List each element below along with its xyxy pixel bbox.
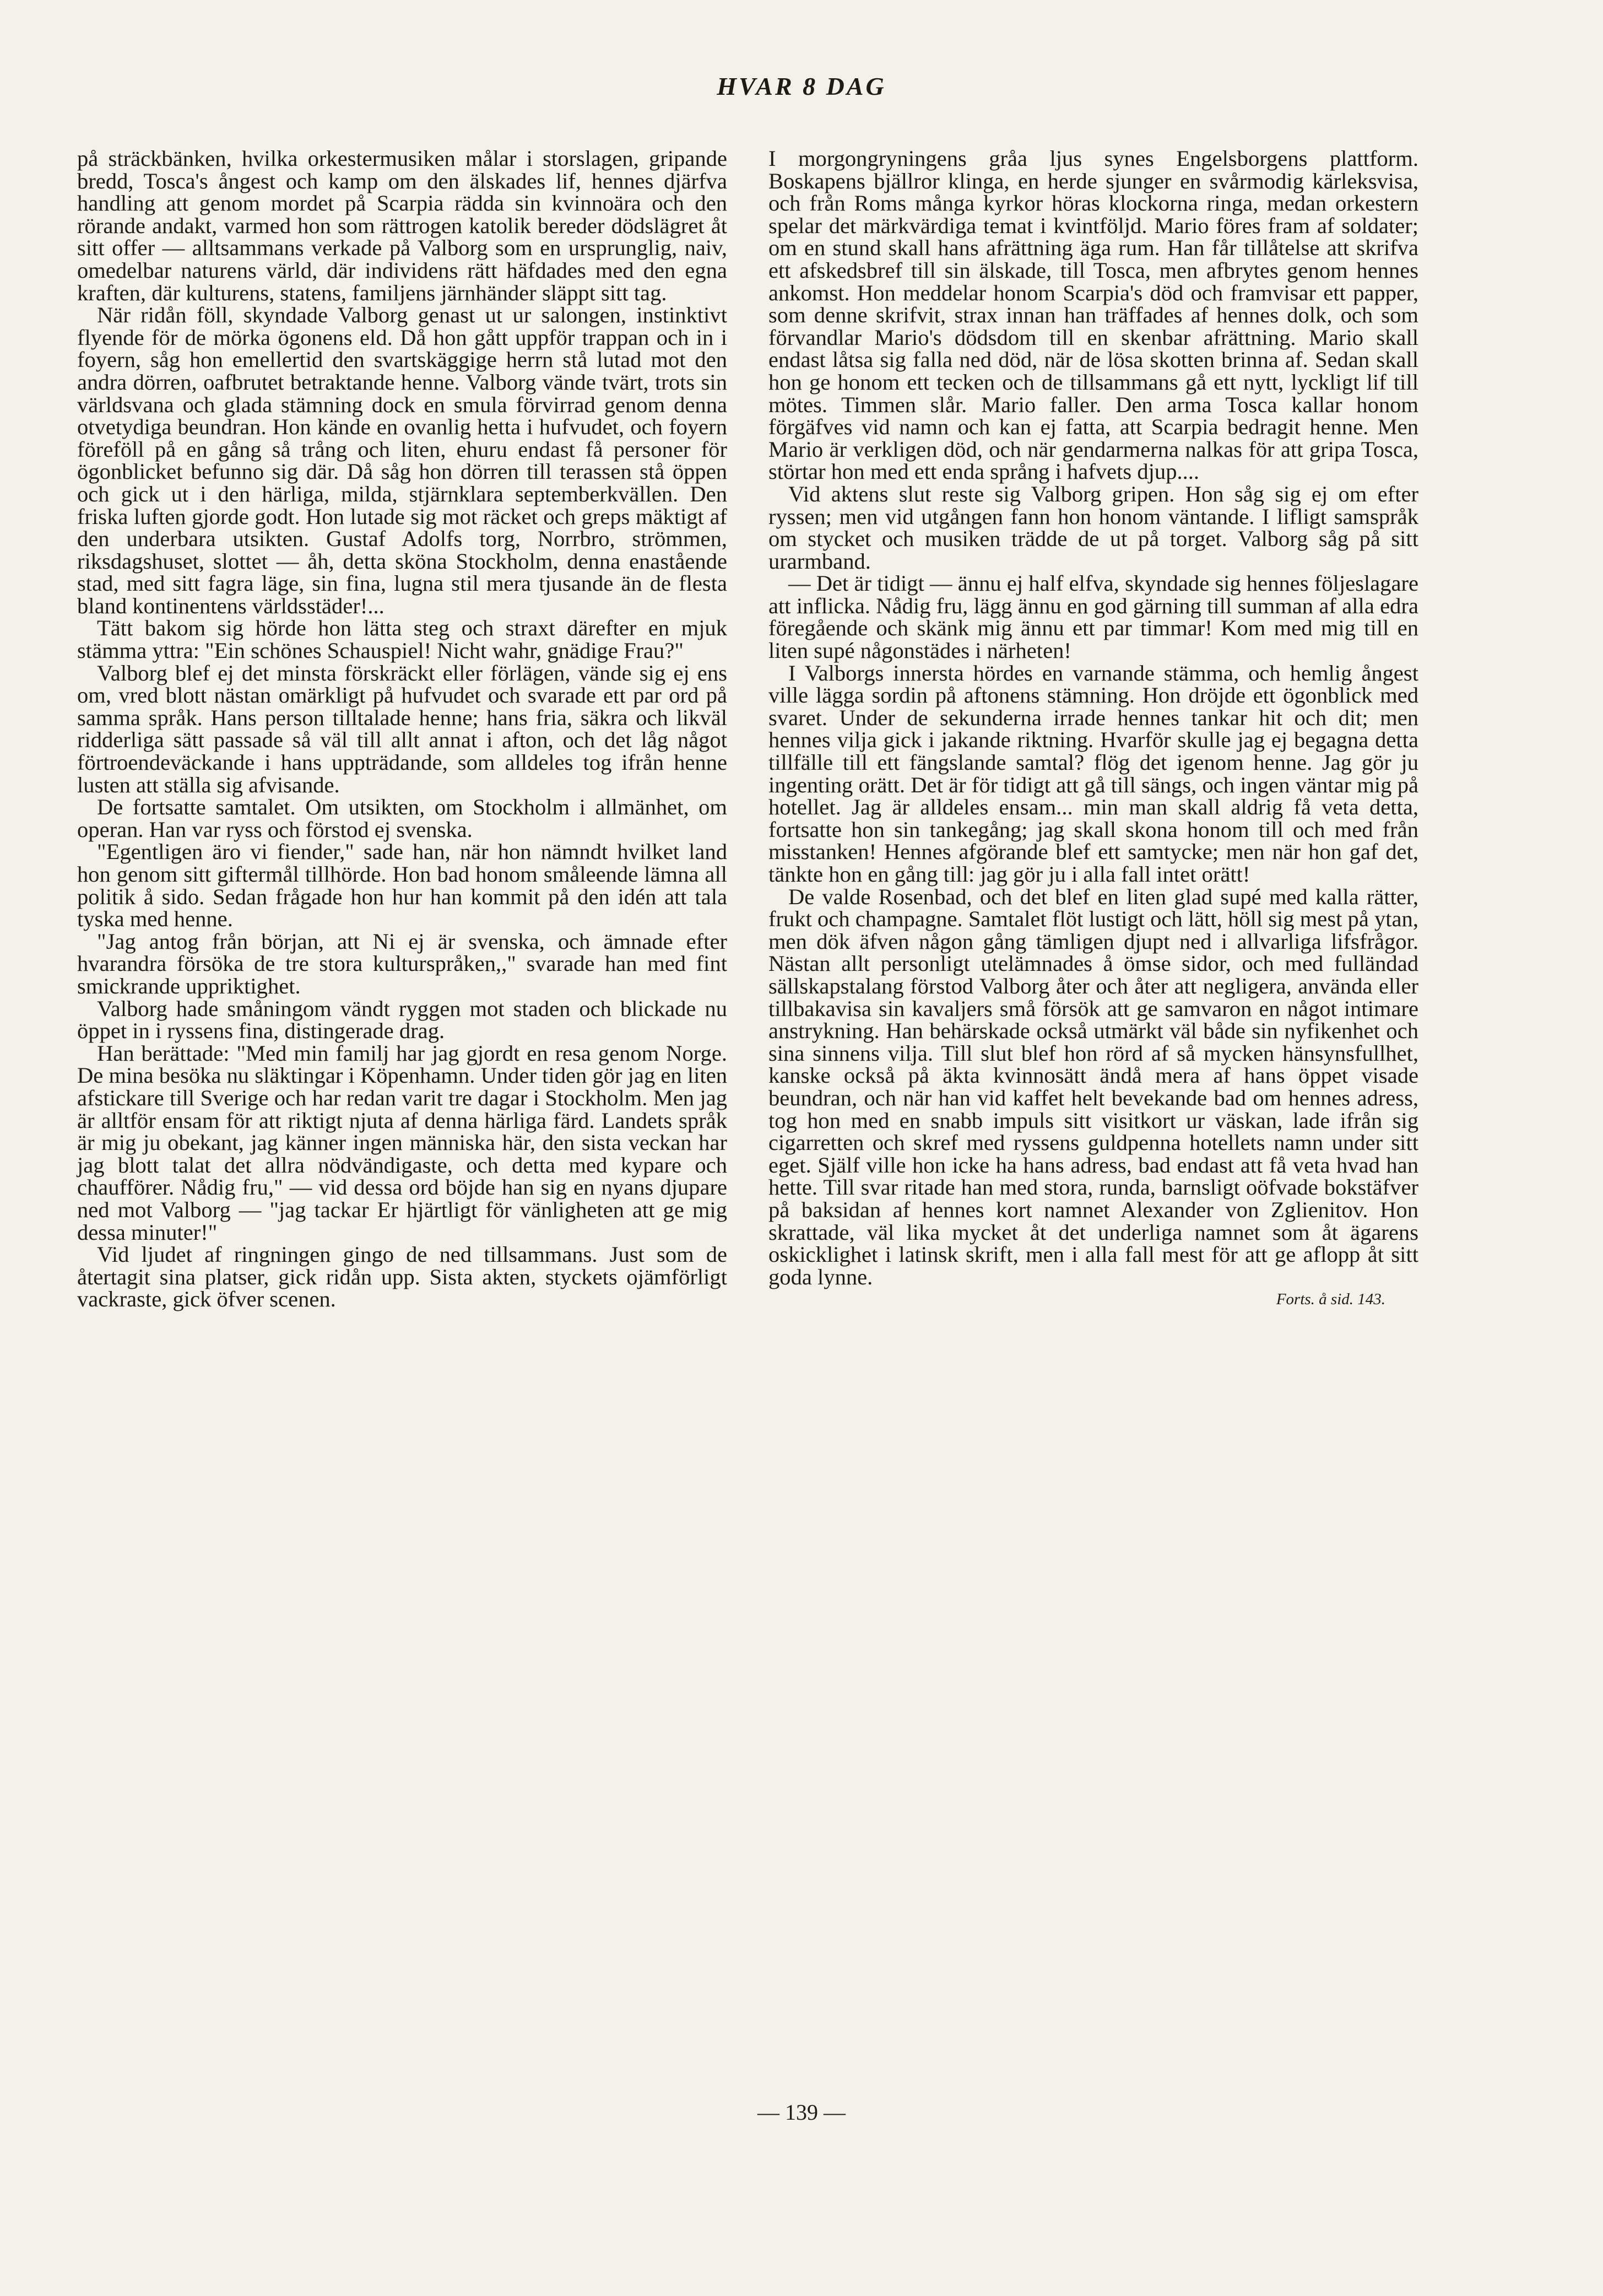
paragraph: Valborg hade småningom vändt ryggen mot staden och blickade nu öppet in i ryssens fina, distingerade drag. [77,996,727,1044]
page-number: — 139 — [757,2100,846,2125]
paragraph: Vid ljudet af ringningen gingo de ned tillsammans. Just som de återtagit sina platser, gick ridån upp. Sista akten, styckets ojämförligt vackraste, gick öfver scenen. [77,1242,727,1312]
paragraph: Valborg blef ej det minsta förskräckt eller förlägen, vände sig ej ens om, vred blott nästan omärkligt på hufvudet och svarade ett par ord på samma språk. Hans person tilltalade henne; hans fria, säkra och likväl ridderliga sätt passade så väl till allt annat i afton, och det låg något förtroendeväckande i hans uppträdande, som alldeles tog ifrån henne lusten att ställa sig afvisande. [77,660,727,797]
paragraph: "Egentligen äro vi fiender," sade han, när hon nämndt hvilket land hon genom sitt giftermål tillhörde. Hon bad honom småleende lämna all politik å sido. Sedan frågade hon hur han kommit på den idén att tala tyska med henne. [77,839,727,932]
paragraph: Vid aktens slut reste sig Valborg gripen. Hon såg sig ej om efter ryssen; men vid utgången fann hon honom väntande. I lifligt samspråk om stycket och musiken trädde de ut på torget. Valborg såg på sitt urarmband. [768,481,1418,574]
paragraph: på sträckbänken, hvilka orkestermusiken målar i storslagen, gripande bredd, Tosca's ångest och kamp om den älskades lif, hennes djärfva handling att genom mordet på Scarpia rädda sin kvinnoära och den rörande andakt, varmed hon som rättrogen katolik bereder dödslägret åt sitt offer — alltsammans verkade på Valborg som en ursprunglig, naiv, omedelbar naturens värld, där individens rätt häfdades med den egna kraften, där kulturens, statens, familjens järnhänder släppt sitt tag. [77,146,727,305]
paragraph: — Det är tidigt — ännu ej half elfva, skyndade sig hennes följeslagare att inflicka. Nådig fru, lägg ännu en god gärning till summan af alla edra föregående och skänk mig ännu ett par timmar! Kom med mig till en liten supé någonstädes i närheten! [768,571,1418,663]
paragraph: När ridån föll, skyndade Valborg genast ut ur salongen, instinktivt flyende för de mörka ögonens eld. Då hon gått uppför trappan och in i foyern, såg hon emellertid den svartskäggige herrn stå lutad mot den andra dörren, oafbrutet betraktande henne. Valborg vände tvärt, trots sin världsvana och glada stämning dock en smula förvirrad genom denna otvetydiga beundran. Hon kände en ovanlig hetta i hufvudet, och foyern föreföll på en gång så trång och liten, ehuru endast få personer för ögonblicket befunno sig där. Då såg hon dörren till terassen stå öppen och gick ut i den härliga, milda, stjärnklara septemberkvällen. Den friska luften gjorde godt. Hon lutade sig mot räcket och greps mäktigt af den underbara utsikten. Gustaf Adolfs torg, Norrbro, strömmen, riksdagshuset, slottet — åh, detta sköna Stockholm, denna enastående stad, med sitt fagra läge, sin fina, lugna stil mera tjusande än de flesta bland kontinentens världsstäder!... [77,302,727,618]
paragraph: "Jag antog från början, att Ni ej är svenska, och ämnade efter hvarandra försöka de tre stora kulturspråken,," svarade han med fint smickrande uppriktighet. [77,928,727,998]
continuation-note: Forts. å sid. 143. [1276,1290,1385,1309]
paragraph: Tätt bakom sig hörde hon lätta steg och straxt därefter en mjuk stämma yttra: "Ein schönes Schauspiel! Nicht wahr, gnädige Frau?" [77,615,727,663]
paragraph: Han berättade: "Med min familj har jag gjordt en resa genom Norge. De mina besöka nu släktingar i Köpenhamn. Under tiden gör jag en liten afstickare till Sverige och har redan varit tre dagar i Stockholm. Men jag är alltför ensam för att riktigt njuta af denna härliga färd. Landets språk är mig ju obekant, jag känner ingen människa här, den sista veckan har jag blott talat det allra nödvändigaste, och detta med kypare och chaufförer. Nådig fru," — vid dessa ord böjde han sig en nyans djupare ned mot Valborg — "jag tackar Er hjärtligt för vänligheten att ge mig dessa minuter!" [77,1040,727,1245]
right-column [768,148,1418,1308]
paragraph: De fortsatte samtalet. Om utsikten, om Stockholm i allmänhet, om operan. Han var ryss och förstod ej svenska. [77,795,727,842]
running-header: HVAR 8 DAG [717,72,886,100]
paragraph: I Valborgs innersta hördes en varnande stämma, och hemlig ångest ville lägga sordin på aftonens stämning. Hon dröjde ett ögonblick med svaret. Under de sekunderna irrade hennes tankar hit och dit; men hennes vilja gick i jakande riktning. Hvarför skulle jag ej begagna detta tillfälle till ett fängslande samtal? flög det igenom henne. Jag gör ju ingenting orätt. Det är för tidigt att gå till sängs, och ingen väntar mig på hotellet. Jag är alldeles ensam... min man skall aldrig få veta detta, fortsatte hon sin tankegång; jag skall skona honom till och med från misstanken! Hennes afgörande blef ett samtycke; men när hon gaf det, tänkte hon en gång till: jag gör ju i alla fall intet orätt! [768,660,1418,887]
left-column [77,148,727,1311]
paragraph: De valde Rosenbad, och det blef en liten glad supé med kalla rätter, frukt och champagne. Samtalet flöt lustigt och lätt, höll sig mest på ytan, men dök äfven någon gång tämligen djupt ned i allvarliga lifsfrågor. Nästan allt personligt utelämnades å ömse sidor, och med fulländad sällskapstalang förstod Valborg åter och åter att negligera, använda eller tillbakavisa sin kavaljers små försök att ge samvaron en något intimare anstrykning. Han behärskade också utmärkt väl både sin nyfikenhet och sina sinnens vilja. Till slut blef hon rörd af så mycken hänsynsfullhet, kanske också på äkta kvinnosätt ändå mera af hans öppet visade beundran, och när han vid kaffet helt bevekande bad om hennes adress, tog hon med en snabb impuls sitt visitkort ur väskan, lade ifrån sig cigarretten och skref med ryssens guldpenna hotellets namn under sitt eget. Själf ville hon icke ha hans adress, bad endast att få veta hvad han hette. Till svar ritade han med stora, runda, barnsligt oöfvade bokstäfver på baksidan af hennes kort namnet Alexander von Zglienitov. Hon skrattade, väl lika mycket åt det underliga namnet som åt ägarens oskicklighet i latinsk skrift, men i alla fall mest för att ge aflopp åt sitt goda lynne. [768,884,1418,1289]
paragraph: I morgongryningens gråa ljus synes Engelsborgens plattform. Boskapens bjällror klinga, en herde sjunger en svårmodig kärleksvisa, och från Roms många kyrkor höras klockorna ringa, medan orkestern spelar det märkvärdiga temat i kvintföljd. Mario föres fram af soldater; om en stund skall hans afrättning äga rum. Han får tillåtelse att skrifva ett afskedsbref till sin älskade, till Tosca, men afbrytes genom hennes ankomst. Hon meddelar honom Scarpia's död och framvisar ett papper, som denne skrifvit, strax innan han träffades af hennes dolk, och som förvandlar Mario's dödsdom till en skenbar afrättning. Mario skall endast låtsa sig falla ned död, när de lösa skotten brinna af. Sedan skall hon ge honom ett tecken och de tillsammans gå ett nytt, lyckligt lif till mötes. Timmen slår. Mario faller. Den arma Tosca kallar honom förgäfves vid namn och kan ej fatta, att Scarpia bedragit henne. Men Mario är verkligen död, och när gendarmerna nalkas för att gripa Tosca, störtar hon med ett enda språng i hafvets djup.... [768,146,1418,484]
